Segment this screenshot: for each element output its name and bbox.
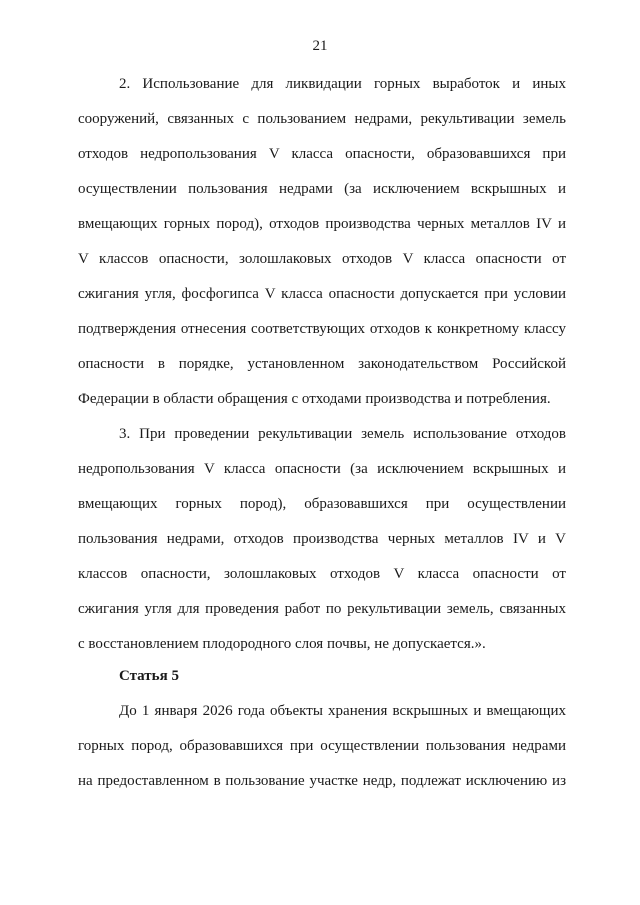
paragraph-line: сжигания угля для проведения работ по рекультивации земель, связанных — [78, 601, 566, 617]
paragraph-line: Федерации в области обращения с отходами производства и потребления. — [78, 391, 551, 407]
page-number: 21 — [312, 38, 328, 54]
paragraph-line: вмещающих горных пород), отходов производства черных металлов IV и — [78, 216, 566, 232]
paragraph-line: сооружений, связанных с пользованием недрами, рекультивации земель — [78, 111, 566, 127]
paragraph-line: 2. Использование для ликвидации горных выработок и иных — [119, 76, 566, 92]
paragraph-line: осуществлении пользования недрами (за исключением вскрышных и — [78, 181, 566, 197]
paragraph-line: с восстановлением плодородного слоя почвы, не допускается.». — [78, 636, 486, 652]
paragraph-line: пользования недрами, отходов производства черных металлов IV и V — [78, 531, 566, 547]
article-heading: Статья 5 — [119, 668, 179, 684]
paragraph-line: горных пород, образовавшихся при осуществлении пользования недрами — [78, 738, 566, 754]
paragraph-line: классов опасности, золошлаковых отходов V класса опасности от — [78, 566, 566, 582]
paragraph-line: 3. При проведении рекультивации земель использование отходов — [119, 426, 566, 442]
paragraph-line: подтверждения отнесения соответствующих отходов к конкретному классу — [78, 321, 566, 337]
paragraph-line: отходов недропользования V класса опасности, образовавшихся при — [78, 146, 566, 162]
paragraph-line: сжигания угля, фосфогипса V класса опасности допускается при условии — [78, 286, 566, 302]
paragraph-line: До 1 января 2026 года объекты хранения вскрышных и вмещающих — [119, 703, 566, 719]
paragraph-line: опасности в порядке, установленном законодательством Российской — [78, 356, 566, 372]
paragraph-line: V классов опасности, золошлаковых отходов V класса опасности от — [78, 251, 566, 267]
paragraph-line: недропользования V класса опасности (за исключением вскрышных и — [78, 461, 566, 477]
paragraph-line: на предоставленном в пользование участке недр, подлежат исключению из — [78, 773, 566, 789]
paragraph-line: вмещающих горных пород), образовавшихся при осуществлении — [78, 496, 566, 512]
